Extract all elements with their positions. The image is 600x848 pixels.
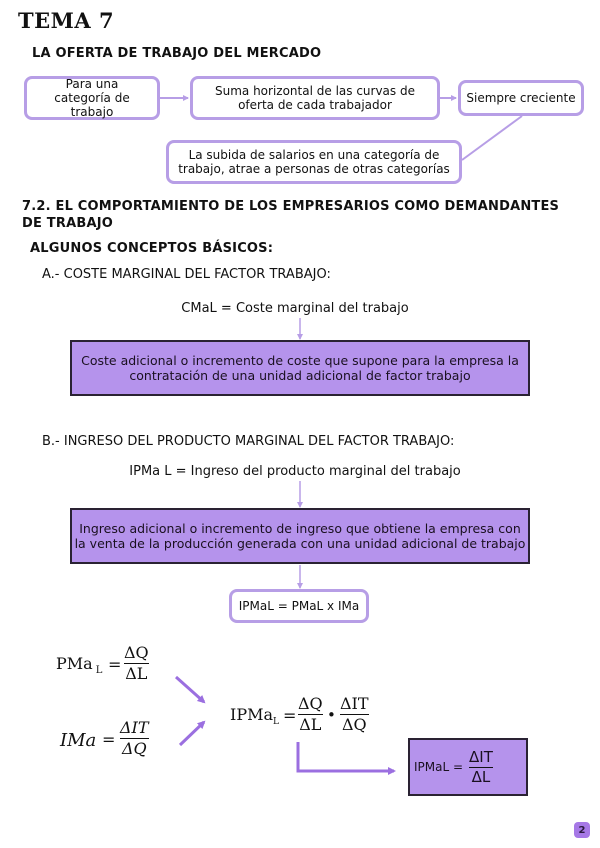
ima-eq: =: [102, 730, 116, 749]
ipma-fraction-1: [298, 695, 323, 734]
arrow-pma-to-ipma: [176, 677, 204, 702]
concept-a-formula: CMaL = Coste marginal del trabajo: [181, 301, 409, 316]
ipma-text: IPMa: [230, 705, 274, 724]
final-numerator: ΔIT: [469, 747, 493, 766]
ipma-fraction-2: [340, 695, 369, 734]
ima-fraction: [120, 719, 149, 758]
box-siempre-creciente: [458, 80, 584, 116]
box-subida-salarios: [166, 140, 462, 184]
subheading-conceptos: ALGUNOS CONCEPTOS BÁSICOS:: [30, 241, 274, 256]
section-heading-line2: DE TRABAJO: [22, 216, 113, 231]
ipma-label: [230, 705, 279, 727]
box-suma-text: Suma horizontal de las curvas de oferta de cada trabajador: [215, 84, 415, 112]
final-denominator: ΔL: [471, 767, 491, 786]
final-ipmal-box: [408, 738, 528, 796]
section-heading-empresarios: [22, 198, 559, 232]
section-heading-line1: 7.2. EL COMPORTAMIENTO DE LOS EMPRESARIOS COMO DEMANDANTES: [22, 199, 560, 214]
ipma-f2-numerator: ΔIT: [340, 694, 369, 713]
section-heading-oferta: LA OFERTA DE TRABAJO DEL MERCADO: [32, 46, 322, 61]
pma-label: [56, 654, 102, 676]
concept-b-definition-text: Ingreso adicional o incremento de ingreso que obtiene la empresa con la venta de la producción generada con una unidad adicional de trabajo: [74, 521, 526, 551]
concept-a-definition: [70, 340, 530, 396]
ipma-eq: =: [283, 706, 297, 725]
pma-fraction: [124, 644, 149, 683]
ima-numerator: ΔIT: [120, 718, 149, 737]
ipma-sub: L: [273, 717, 279, 728]
arrow-ipma-to-final: [298, 742, 394, 771]
line-creciente-to-subida: [462, 116, 522, 160]
box-ipmal-result: [229, 589, 369, 623]
box-subida-text: La subida de salarios en una categoría de trabajo, atrae a personas de otras categorías: [178, 148, 450, 176]
concept-b-title: B.- INGRESO DEL PRODUCTO MARGINAL DEL FACTOR TRABAJO:: [42, 434, 455, 449]
concept-b-definition: [70, 508, 530, 564]
final-fraction: [469, 749, 493, 786]
pma-denominator: ΔL: [125, 664, 148, 683]
pma-sub: L: [95, 665, 103, 677]
ipma-f1-denominator: ΔL: [299, 715, 322, 734]
final-ipmal-label: IPMaL =: [414, 759, 464, 774]
pma-eq: =: [108, 655, 122, 674]
concept-a-title: A.- COSTE MARGINAL DEL FACTOR TRABAJO:: [42, 267, 331, 282]
pma-text: PMa: [56, 654, 93, 673]
pma-numerator: ΔQ: [124, 643, 149, 662]
box-creciente-text: Siempre creciente: [466, 91, 576, 105]
page-number-badge: 2: [574, 822, 590, 838]
concept-a-definition-text: Coste adicional o incremento de coste que supone para la empresa la contratación de una unidad adicional de factor trabajo: [81, 353, 519, 383]
ipma-f2-denominator: ΔQ: [341, 715, 367, 734]
concept-b-formula: IPMa L = Ingreso del producto marginal del trabajo: [129, 464, 461, 479]
ipmal-result-text: IPMaL = PMaL x IMa: [238, 599, 360, 613]
box-suma-horizontal: [190, 76, 440, 120]
ipma-f1-numerator: ΔQ: [298, 694, 323, 713]
ima-denominator: ΔQ: [121, 739, 147, 758]
arrow-ima-to-ipma: [180, 722, 204, 745]
ima-label: IMa: [60, 730, 97, 751]
box-categoria: [24, 76, 160, 120]
page-title: TEMA 7: [18, 8, 115, 33]
box-categoria-text: Para una categoría de trabajo: [54, 77, 130, 119]
ipma-dot: •: [327, 706, 336, 724]
